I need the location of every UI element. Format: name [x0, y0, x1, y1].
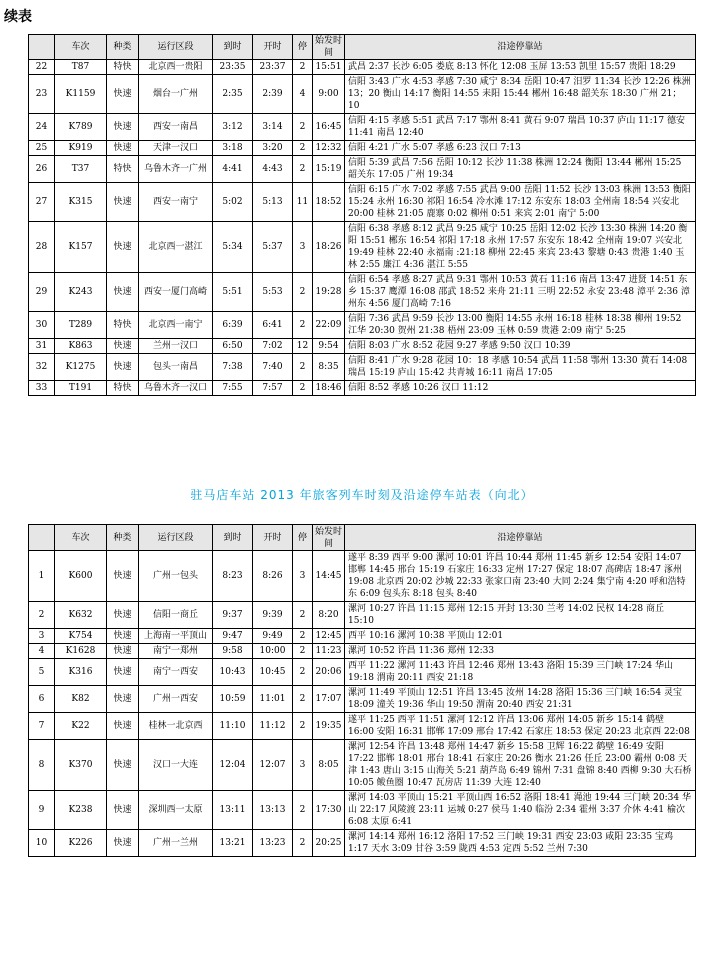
route-cell: 乌鲁木齐一广州 — [139, 156, 213, 183]
route-cell: 烟台一广州 — [139, 75, 213, 114]
stop-minutes-cell: 4 — [293, 75, 313, 114]
train-number-cell: K370 — [55, 740, 107, 791]
table-row — [29, 381, 696, 396]
train-kind-cell: 快速 — [107, 740, 139, 791]
table-row — [29, 156, 696, 183]
departure-time-cell: 12:07 — [253, 740, 293, 791]
header-origin-time: 始发时间 — [313, 525, 345, 551]
arrival-time-cell: 9:58 — [213, 644, 253, 659]
stop-minutes-cell: 2 — [293, 644, 313, 659]
stations-cell: 信阳 6:38 孝感 8:12 武昌 9:25 咸宁 10:25 岳阳 12:02 长沙 13:30 株洲 14:20 衡阳 15:51 郴东 16:54 祁阳 17:18 永州 17:57 东安东 18:42 全州南 19:07 兴安北 19:49 桂林 22:40 永福南 :21:18 柳州 22:45 来宾 23:43 黎塘 0:43 贵港 1:40 玉林 2:55 廉江 4:36 湛江 5:55 — [345, 222, 696, 273]
train-number-cell: K600 — [55, 551, 107, 602]
stop-minutes-cell: 2 — [293, 381, 313, 396]
table-row — [29, 686, 696, 713]
stations-cell: 漯河 11:49 平顶山 12:51 许昌 13:45 汝州 14:28 洛阳 15:36 三门峡 16:54 灵宝 18:09 潼关 19:36 华山 19:50 渭南 20:40 西安 21:31 — [345, 686, 696, 713]
table-row — [29, 312, 696, 339]
origin-time-cell: 20:25 — [313, 830, 345, 857]
route-cell: 包头一南昌 — [139, 354, 213, 381]
origin-time-cell: 15:51 — [313, 60, 345, 75]
stations-cell: 信阳 8:52 孝感 10:26 汉口 11:12 — [345, 381, 696, 396]
stations-cell: 漯河 14:14 郑州 16:12 洛阳 17:52 三门峡 19:31 西安 23:03 咸阳 23:35 宝鸡 1:17 天水 3:09 甘谷 3:59 陇西 4:53 定西 5:52 兰州 7:30 — [345, 830, 696, 857]
origin-time-cell: 15:19 — [313, 156, 345, 183]
train-number-cell: K863 — [55, 339, 107, 354]
stop-minutes-cell: 2 — [293, 791, 313, 830]
train-kind-cell: 快速 — [107, 830, 139, 857]
departure-time-cell: 10:00 — [253, 644, 293, 659]
train-kind-cell: 快速 — [107, 644, 139, 659]
table-row — [29, 273, 696, 312]
arrival-time-cell: 5:02 — [213, 183, 253, 222]
stop-minutes-cell: 2 — [293, 273, 313, 312]
departure-time-cell: 7:40 — [253, 354, 293, 381]
train-number-cell: K157 — [55, 222, 107, 273]
stop-minutes-cell: 2 — [293, 354, 313, 381]
table-row — [29, 141, 696, 156]
arrival-time-cell: 6:39 — [213, 312, 253, 339]
row-index-cell: 33 — [29, 381, 55, 396]
stations-cell: 信阳 7:36 武昌 9:59 长沙 13:00 衡阳 14:55 永州 16:18 桂林 18:38 柳州 19:52 江华 20:30 贺州 21:38 梧州 23:09 玉林 0:59 贵港 2:09 南宁 5:25 — [345, 312, 696, 339]
origin-time-cell: 9:54 — [313, 339, 345, 354]
origin-time-cell: 12:45 — [313, 629, 345, 644]
departure-time-cell: 10:45 — [253, 659, 293, 686]
route-cell: 南宁一西安 — [139, 659, 213, 686]
arrival-time-cell: 8:23 — [213, 551, 253, 602]
departure-time-cell: 5:37 — [253, 222, 293, 273]
timetable-northbound — [28, 524, 696, 857]
stop-minutes-cell: 12 — [293, 339, 313, 354]
arrival-time-cell: 10:43 — [213, 659, 253, 686]
origin-time-cell: 14:45 — [313, 551, 345, 602]
stations-cell: 漯河 12:54 许昌 13:48 郑州 14:47 新乡 15:58 卫辉 16:22 鹤壁 16:49 安阳 17:22 邯郸 18:01 邢台 18:41 石家庄 20:26 衡水 21:26 任丘 23:00 霸州 0:08 天津 1:43 唐山 3:15 山海关 5:21 葫芦岛 6:49 锦州 7:31 盘锦 8:40 西柳 9:30 大石桥 10:05 鲅鱼圈 10:47 瓦房店 11:39 大连 12:40 — [345, 740, 696, 791]
row-index-cell: 8 — [29, 740, 55, 791]
arrival-time-cell: 7:38 — [213, 354, 253, 381]
departure-time-cell: 3:14 — [253, 114, 293, 141]
route-cell: 上海南一平顶山 — [139, 629, 213, 644]
stations-cell: 信阳 4:21 广水 5:07 孝感 6:23 汉口 7:13 — [345, 141, 696, 156]
train-kind-cell: 快速 — [107, 686, 139, 713]
arrival-time-cell: 3:18 — [213, 141, 253, 156]
table-row — [29, 713, 696, 740]
train-kind-cell: 快速 — [107, 114, 139, 141]
train-kind-cell: 快速 — [107, 75, 139, 114]
header-index — [29, 525, 55, 551]
header-stations: 沿途停靠站 — [345, 525, 696, 551]
stop-minutes-cell: 2 — [293, 830, 313, 857]
table-row — [29, 644, 696, 659]
route-cell: 兰州一汉口 — [139, 339, 213, 354]
header-arrival: 到时 — [213, 35, 253, 60]
train-kind-cell: 快速 — [107, 791, 139, 830]
table-row — [29, 60, 696, 75]
table-row — [29, 551, 696, 602]
route-cell: 汉口一大连 — [139, 740, 213, 791]
departure-time-cell: 7:57 — [253, 381, 293, 396]
origin-time-cell: 17:07 — [313, 686, 345, 713]
table-row — [29, 339, 696, 354]
stations-cell: 遂平 11:25 西平 11:51 漯河 12:12 许昌 13:06 郑州 14:05 新乡 15:14 鹤壁 16:00 安阳 16:31 邯郸 17:09 邢台 17:42 石家庄 18:53 保定 20:23 北京西 22:08 — [345, 713, 696, 740]
stations-cell: 信阳 8:41 广水 9:28 花园 10：18 孝感 10:54 武昌 11:58 鄂州 13:30 黄石 14:08 瑞昌 15:19 庐山 15:42 共青城 16:11 南昌 17:05 — [345, 354, 696, 381]
origin-time-cell: 17:30 — [313, 791, 345, 830]
train-kind-cell: 快速 — [107, 141, 139, 156]
table-row — [29, 183, 696, 222]
stop-minutes-cell: 2 — [293, 659, 313, 686]
train-kind-cell: 快速 — [107, 602, 139, 629]
stations-cell: 漯河 10:27 许昌 11:15 郑州 12:15 开封 13:30 兰考 14:02 民权 14:28 商丘 15:10 — [345, 602, 696, 629]
origin-time-cell: 22:09 — [313, 312, 345, 339]
origin-time-cell: 18:46 — [313, 381, 345, 396]
row-index-cell: 28 — [29, 222, 55, 273]
departure-time-cell: 13:23 — [253, 830, 293, 857]
train-number-cell: T191 — [55, 381, 107, 396]
origin-time-cell: 8:35 — [313, 354, 345, 381]
departure-time-cell: 3:20 — [253, 141, 293, 156]
stop-minutes-cell: 11 — [293, 183, 313, 222]
stations-cell: 西平 11:22 漯河 11:43 许昌 12:46 郑州 13:43 洛阳 15:39 三门峡 17:24 华山 19:18 渭南 20:11 西安 21:18 — [345, 659, 696, 686]
origin-time-cell: 11:23 — [313, 644, 345, 659]
header-train: 车次 — [55, 525, 107, 551]
train-number-cell: K1275 — [55, 354, 107, 381]
departure-time-cell: 8:26 — [253, 551, 293, 602]
route-cell: 西安一厦门高崎 — [139, 273, 213, 312]
row-index-cell: 2 — [29, 602, 55, 629]
arrival-time-cell: 6:50 — [213, 339, 253, 354]
header-route: 运行区段 — [139, 525, 213, 551]
departure-time-cell: 13:13 — [253, 791, 293, 830]
train-number-cell: K789 — [55, 114, 107, 141]
departure-time-cell: 2:39 — [253, 75, 293, 114]
row-index-cell: 7 — [29, 713, 55, 740]
train-kind-cell: 特快 — [107, 381, 139, 396]
row-index-cell: 4 — [29, 644, 55, 659]
stations-cell: 信阳 6:54 孝感 8:27 武昌 9:31 鄂州 10:53 黄石 11:16 南昌 13:47 进贤 14:51 东乡 15:37 鹰潭 16:08 邵武 18:52 来舟 21:11 三明 22:52 永安 23:48 漳平 2:36 漳州东 4:56 厦门高崎 7:16 — [345, 273, 696, 312]
arrival-time-cell: 13:21 — [213, 830, 253, 857]
stations-cell: 漯河 14:03 平顶山 15:21 平顶山西 16:52 洛阳 18:41 渑池 19:44 三门峡 20:34 华山 22:17 风陵渡 23:11 运城 0:27 侯马 1:40 临汾 2:34 霍州 3:37 介休 4:41 榆次 6:08 太原 6:41 — [345, 791, 696, 830]
departure-time-cell: 7:02 — [253, 339, 293, 354]
stop-minutes-cell: 3 — [293, 740, 313, 791]
arrival-time-cell: 23:35 — [213, 60, 253, 75]
route-cell: 广州一西安 — [139, 686, 213, 713]
arrival-time-cell: 9:37 — [213, 602, 253, 629]
stations-cell: 信阳 5:39 武昌 7:56 岳阳 10:12 长沙 11:38 株洲 12:24 衡阳 13:44 郴州 15:25 韶关东 17:05 广州 19:34 — [345, 156, 696, 183]
train-number-cell: K315 — [55, 183, 107, 222]
section-title: 驻马店车站 2013 年旅客列车时刻及沿途停车站表（向北） — [190, 488, 534, 502]
train-number-cell: T289 — [55, 312, 107, 339]
train-kind-cell: 快速 — [107, 354, 139, 381]
stop-minutes-cell: 2 — [293, 114, 313, 141]
train-kind-cell: 快速 — [107, 629, 139, 644]
row-index-cell: 31 — [29, 339, 55, 354]
header-arrival: 到时 — [213, 525, 253, 551]
row-index-cell: 30 — [29, 312, 55, 339]
header-train: 车次 — [55, 35, 107, 60]
stop-minutes-cell: 2 — [293, 156, 313, 183]
header-index — [29, 35, 55, 60]
header-departure: 开时 — [253, 525, 293, 551]
route-cell: 广州一兰州 — [139, 830, 213, 857]
header-kind: 种类 — [107, 525, 139, 551]
train-kind-cell: 快速 — [107, 713, 139, 740]
route-cell: 信阳一商丘 — [139, 602, 213, 629]
route-cell: 深圳西一太原 — [139, 791, 213, 830]
stop-minutes-cell: 2 — [293, 629, 313, 644]
stations-cell: 武昌 2:37 长沙 6:05 娄底 8:13 怀化 12:08 玉屏 13:53 凯里 15:57 贵阳 18:29 — [345, 60, 696, 75]
train-kind-cell: 特快 — [107, 312, 139, 339]
origin-time-cell: 16:45 — [313, 114, 345, 141]
train-kind-cell: 快速 — [107, 339, 139, 354]
origin-time-cell: 19:35 — [313, 713, 345, 740]
train-number-cell: T87 — [55, 60, 107, 75]
stations-cell: 信阳 6:15 广水 7:02 孝感 7:55 武昌 9:00 岳阳 11:52 长沙 13:03 株洲 13:53 衡阳 15:24 永州 16:30 祁阳 16:54 冷水滩 17:12 东安东 18:03 全州南 18:54 兴安北 20:00 桂林 21:05 鹿寨 0:02 柳州 0:51 来宾 2:01 南宁 5:00 — [345, 183, 696, 222]
departure-time-cell: 5:53 — [253, 273, 293, 312]
stop-minutes-cell: 2 — [293, 312, 313, 339]
row-index-cell: 26 — [29, 156, 55, 183]
continued-label: 续表 — [4, 9, 32, 25]
departure-time-cell: 11:12 — [253, 713, 293, 740]
origin-time-cell: 19:28 — [313, 273, 345, 312]
row-index-cell: 1 — [29, 551, 55, 602]
stop-minutes-cell: 2 — [293, 60, 313, 75]
route-cell: 乌鲁木齐一汉口 — [139, 381, 213, 396]
arrival-time-cell: 4:41 — [213, 156, 253, 183]
table-row — [29, 222, 696, 273]
train-number-cell: K632 — [55, 602, 107, 629]
origin-time-cell: 18:52 — [313, 183, 345, 222]
row-index-cell: 23 — [29, 75, 55, 114]
stations-cell: 信阳 3:43 广水 4:53 孝感 7:30 咸宁 8:34 岳阳 10:47 汨罗 11:34 长沙 12:26 株洲 13；20 衡山 14:17 衡阳 14:55 耒阳 15:44 郴州 16:48 韶关东 18:30 广州 21；10 — [345, 75, 696, 114]
table-row — [29, 75, 696, 114]
stations-cell: 漯河 10:52 许昌 11:36 郑州 12:33 — [345, 644, 696, 659]
row-index-cell: 25 — [29, 141, 55, 156]
train-kind-cell: 快速 — [107, 183, 139, 222]
train-number-cell: K82 — [55, 686, 107, 713]
train-kind-cell: 特快 — [107, 60, 139, 75]
stop-minutes-cell: 2 — [293, 686, 313, 713]
stop-minutes-cell: 2 — [293, 141, 313, 156]
table-row — [29, 354, 696, 381]
departure-time-cell: 4:43 — [253, 156, 293, 183]
train-kind-cell: 特快 — [107, 156, 139, 183]
row-index-cell: 9 — [29, 791, 55, 830]
origin-time-cell: 8:20 — [313, 602, 345, 629]
table-row — [29, 791, 696, 830]
departure-time-cell: 23:37 — [253, 60, 293, 75]
stations-cell: 信阳 8:03 广水 8:52 花园 9:27 孝感 9:50 汉口 10:39 — [345, 339, 696, 354]
table-row — [29, 114, 696, 141]
row-index-cell: 32 — [29, 354, 55, 381]
train-number-cell: K238 — [55, 791, 107, 830]
train-number-cell: K243 — [55, 273, 107, 312]
row-index-cell: 10 — [29, 830, 55, 857]
departure-time-cell: 9:39 — [253, 602, 293, 629]
arrival-time-cell: 13:11 — [213, 791, 253, 830]
origin-time-cell: 18:26 — [313, 222, 345, 273]
train-kind-cell: 快速 — [107, 551, 139, 602]
row-index-cell: 6 — [29, 686, 55, 713]
departure-time-cell: 11:01 — [253, 686, 293, 713]
route-cell: 天津一汉口 — [139, 141, 213, 156]
stop-minutes-cell: 2 — [293, 602, 313, 629]
train-number-cell: K1159 — [55, 75, 107, 114]
row-index-cell: 29 — [29, 273, 55, 312]
table-row — [29, 659, 696, 686]
route-cell: 桂林一北京西 — [139, 713, 213, 740]
train-kind-cell: 快速 — [107, 222, 139, 273]
origin-time-cell: 8:05 — [313, 740, 345, 791]
header-route: 运行区段 — [139, 35, 213, 60]
route-cell: 北京西一湛江 — [139, 222, 213, 273]
row-index-cell: 3 — [29, 629, 55, 644]
table-row — [29, 629, 696, 644]
header-stop: 停 — [293, 35, 313, 60]
stop-minutes-cell: 3 — [293, 551, 313, 602]
stations-cell: 遂平 8:39 西平 9:00 漯河 10:01 许昌 10:44 郑州 11:45 新乡 12:54 安阳 14:07 邯郸 14:45 邢台 15:19 石家庄 16:33 定州 17:27 保定 18:07 高碑店 18:47 涿州 19:08 北京西 20:02 沙城 22:33 张家口南 23:40 大同 2:24 集宁南 4:20 呼和浩特东 6:09 包头东 8:18 包头 8:40 — [345, 551, 696, 602]
table-header — [29, 525, 696, 551]
route-cell: 西安一南宁 — [139, 183, 213, 222]
table-row — [29, 740, 696, 791]
arrival-time-cell: 7:55 — [213, 381, 253, 396]
route-cell: 北京西一贵阳 — [139, 60, 213, 75]
arrival-time-cell: 11:10 — [213, 713, 253, 740]
route-cell: 西安一南昌 — [139, 114, 213, 141]
arrival-time-cell: 12:04 — [213, 740, 253, 791]
train-number-cell: T37 — [55, 156, 107, 183]
stop-minutes-cell: 2 — [293, 713, 313, 740]
row-index-cell: 22 — [29, 60, 55, 75]
arrival-time-cell: 3:12 — [213, 114, 253, 141]
timetable-continued — [28, 34, 696, 396]
table-row — [29, 602, 696, 629]
stop-minutes-cell: 3 — [293, 222, 313, 273]
stations-cell: 西平 10:16 漯河 10:38 平顶山 12:01 — [345, 629, 696, 644]
train-kind-cell: 快速 — [107, 273, 139, 312]
origin-time-cell: 20:06 — [313, 659, 345, 686]
row-index-cell: 24 — [29, 114, 55, 141]
train-number-cell: K316 — [55, 659, 107, 686]
route-cell: 北京西一南宁 — [139, 312, 213, 339]
table-header — [29, 35, 696, 60]
row-index-cell: 27 — [29, 183, 55, 222]
departure-time-cell: 5:13 — [253, 183, 293, 222]
arrival-time-cell: 9:47 — [213, 629, 253, 644]
arrival-time-cell: 2:35 — [213, 75, 253, 114]
train-kind-cell: 快速 — [107, 659, 139, 686]
train-number-cell: K1628 — [55, 644, 107, 659]
table-row — [29, 830, 696, 857]
train-number-cell: K919 — [55, 141, 107, 156]
arrival-time-cell: 10:59 — [213, 686, 253, 713]
header-origin-time: 始发时间 — [313, 35, 345, 60]
train-number-cell: K754 — [55, 629, 107, 644]
departure-time-cell: 9:49 — [253, 629, 293, 644]
header-kind: 种类 — [107, 35, 139, 60]
row-index-cell: 5 — [29, 659, 55, 686]
origin-time-cell: 9:00 — [313, 75, 345, 114]
train-number-cell: K22 — [55, 713, 107, 740]
header-stop: 停 — [293, 525, 313, 551]
header-stations: 沿途停靠站 — [345, 35, 696, 60]
header-departure: 开时 — [253, 35, 293, 60]
arrival-time-cell: 5:51 — [213, 273, 253, 312]
train-number-cell: K226 — [55, 830, 107, 857]
route-cell: 南宁一郑州 — [139, 644, 213, 659]
departure-time-cell: 6:41 — [253, 312, 293, 339]
origin-time-cell: 12:32 — [313, 141, 345, 156]
arrival-time-cell: 5:34 — [213, 222, 253, 273]
stations-cell: 信阳 4:15 孝感 5:51 武昌 7:17 鄂州 8:41 黄石 9:07 瑞昌 10:37 庐山 11:17 德安 11:41 南昌 12:40 — [345, 114, 696, 141]
route-cell: 广州一包头 — [139, 551, 213, 602]
